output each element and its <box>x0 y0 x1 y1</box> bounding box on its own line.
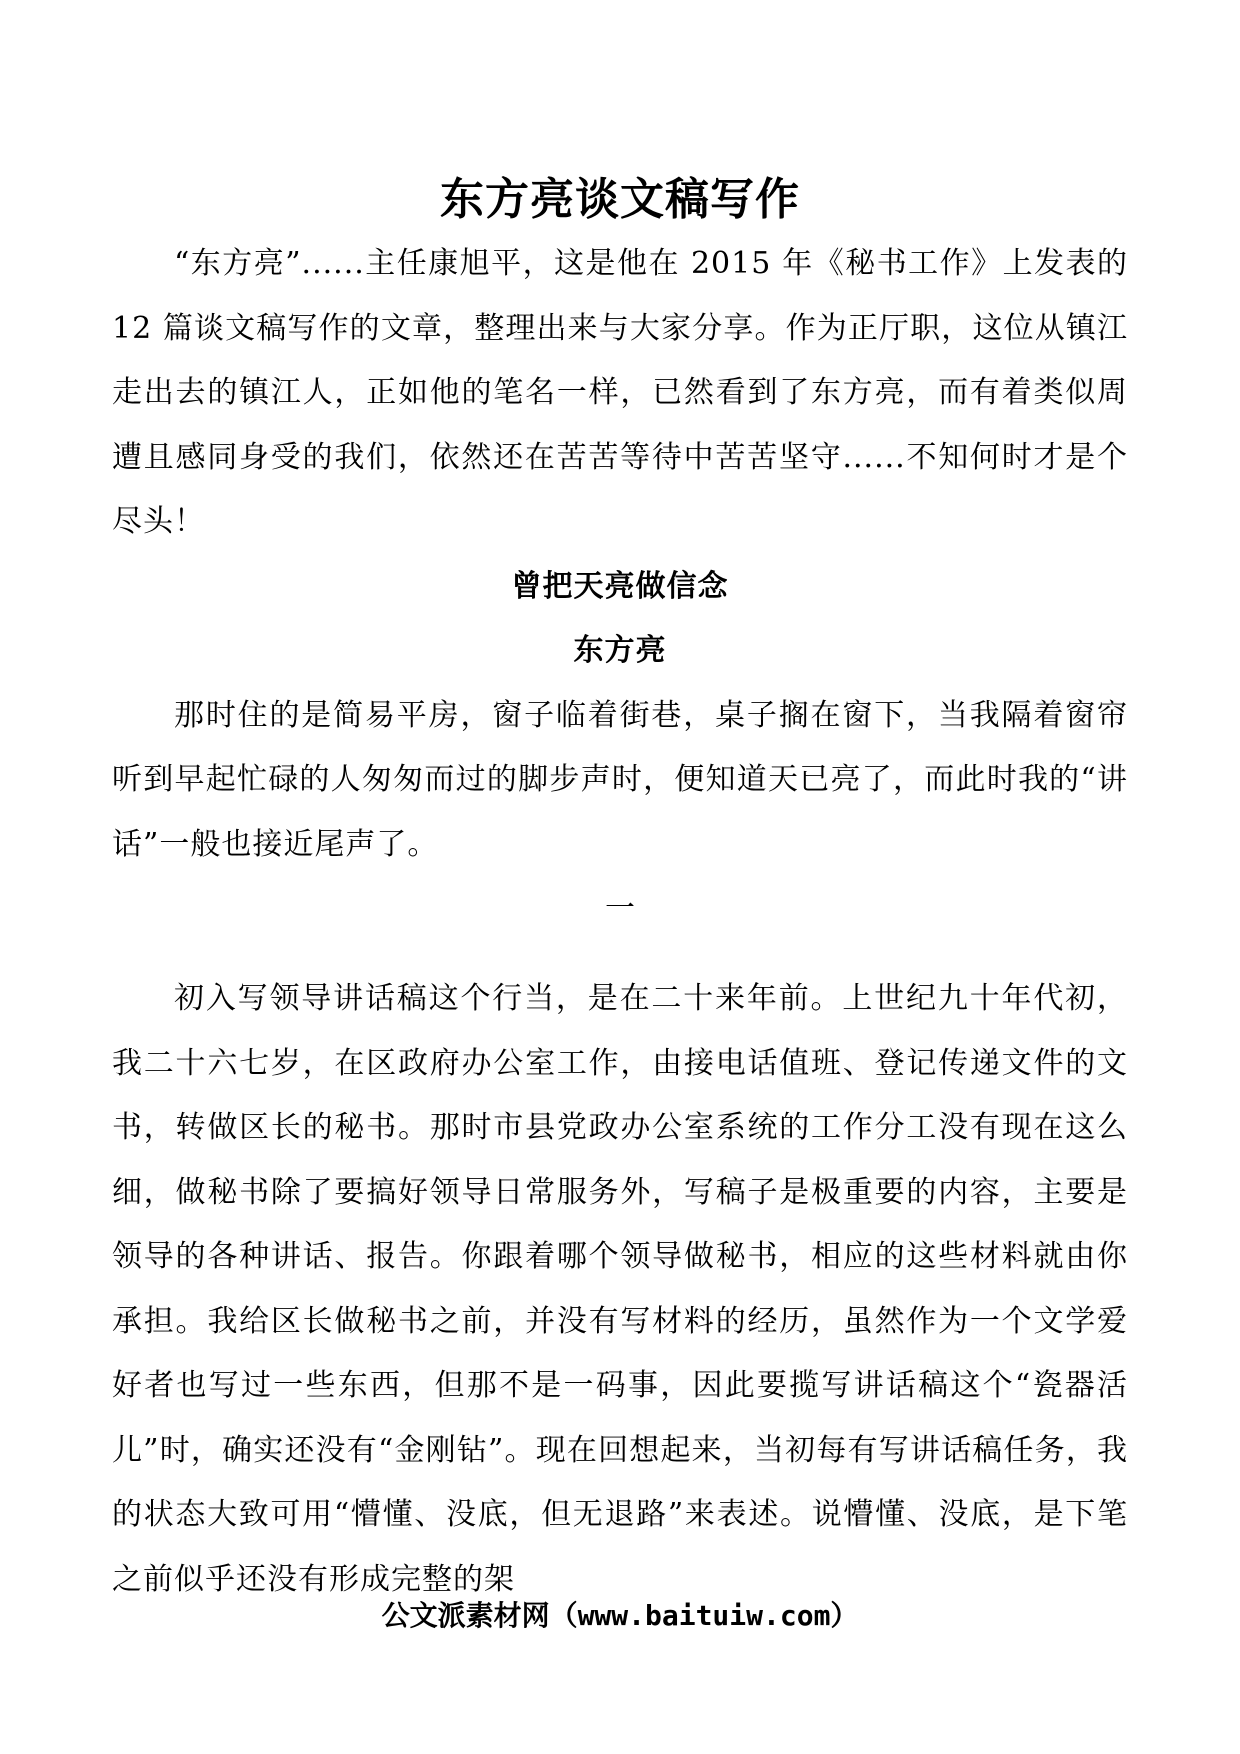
intro-paragraph: “东方亮”......主任康旭平，这是他在 2015 年《秘书工作》上发表的 12 篇谈文稿写作的文章，整理出来与大家分享。作为正厅职，这位从镇江走出去的镇江人，正如他的笔名一样，已然看到了东方亮，而有着类似周遭且感同身受的我们，依然还在苦苦等待中苦苦坚守......不知何时才是个尽头！ <box>112 246 1128 539</box>
body-paragraph-1: 那时住的是简易平房，窗子临着街巷，桌子搁在窗下，当我隔着窗帘听到早起忙碌的人匆匆而过的脚步声时，便知道天已亮了，而此时我的“讲话”一般也接近尾声了。 <box>112 697 1128 862</box>
article-title: 曾把天亮做信念 <box>511 568 729 604</box>
author-name: 东方亮 <box>573 633 667 668</box>
footer-watermark: 公文派素材网（www.baituiw.com） <box>381 1599 859 1632</box>
section-mark: 一 <box>605 891 635 926</box>
document-title: 东方亮谈文稿写作 <box>440 174 800 225</box>
body-paragraph-2: 初入写领导讲话稿这个行当，是在二十来年前。上世纪九十年代初，我二十六七岁，在区政府办公室工作，由接电话值班、登记传递文件的文书，转做区长的秘书。那时市县党政办公室系统的工作分工没有现在这么细，做秘书除了要搞好领导日常服务外，写稿子是极重要的内容，主要是领导的各种讲话、报告。你跟着哪个领导做秘书，相应的这些材料就由你承担。我给区长做秘书之前，并没有写材料的经历，虽然作为一个文学爱好者也写过一些东西，但那不是一码事，因此要揽写讲话稿这个“瓷器活儿”时，确实还没有“金刚钻”。现在回想起来，当初每有写讲话稿任务，我的状态大致可用“懵懂、没底，但无退路”来表述。说懵懂、没底，是下笔之前似乎还没有形成完整的架 <box>112 981 1128 1597</box>
